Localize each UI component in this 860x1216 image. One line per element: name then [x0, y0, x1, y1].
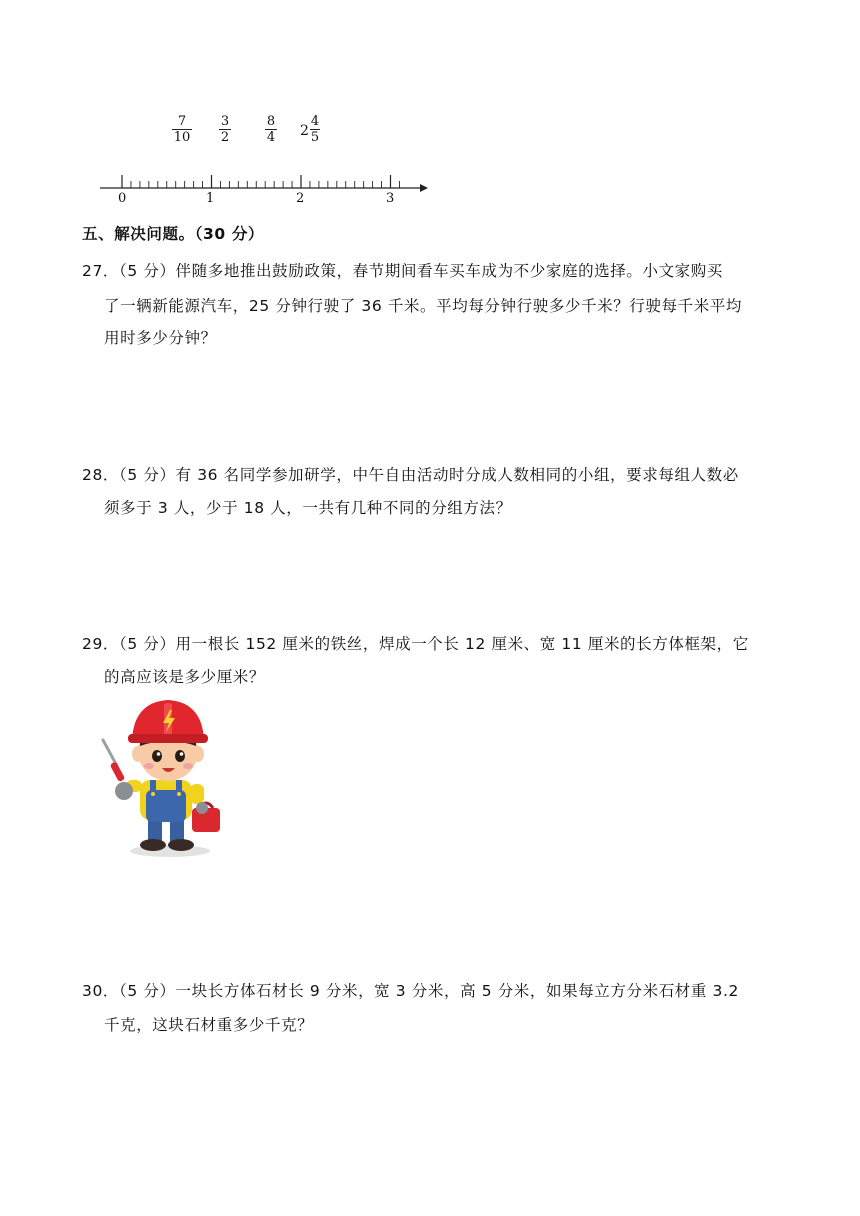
number-line-ticks — [122, 175, 399, 188]
fraction-denominator: 2 — [220, 130, 230, 145]
fraction-eight-fourths — [265, 115, 277, 144]
mixed-numerator: 4 — [310, 114, 320, 129]
fraction-denominator: 10 — [173, 130, 191, 145]
tick-label-1: 1 — [206, 191, 215, 206]
fraction-three-halves — [219, 115, 231, 144]
q29-line2: 的高应该是多少厘米？ — [104, 668, 266, 686]
q28-line1: 28．（5 分）有 36 名同学参加研学，中午自由活动时分成人数相同的小组，要求每组人数必 — [82, 466, 739, 484]
fraction-denominator: 4 — [266, 130, 276, 145]
axis-arrow — [420, 184, 428, 192]
mixed-number-two-four-fifths — [300, 115, 324, 145]
tick-label-3: 3 — [386, 191, 395, 206]
mixed-denominator: 5 — [310, 130, 320, 145]
section-title: 五、解决问题。（30 分） — [82, 225, 265, 243]
q27-line2: 了一辆新能源汽车，25 分钟行驶了 36 千米。平均每分钟行驶多少千米？行驶每千米平均 — [104, 297, 743, 315]
number-line-axis — [98, 165, 434, 210]
q30-line2: 千克，这块石材重多少千克？ — [104, 1016, 314, 1034]
mixed-whole: 2 — [300, 123, 309, 139]
q30-line1: 30．（5 分）一块长方体石材长 9 分米，宽 3 分米，高 5 分米，如果每立方分米石材重 3.2 — [82, 982, 739, 1000]
fraction-numerator: 3 — [220, 114, 230, 129]
fraction-numerator: 8 — [266, 114, 276, 129]
tick-label-2: 2 — [296, 191, 305, 206]
fraction-numerator: 7 — [177, 114, 187, 129]
fraction-seven-tenths — [172, 115, 192, 144]
q29-line1: 29．（5 分）用一根长 152 厘米的铁丝，焊成一个长 12 厘米、宽 11 厘米的长方体框架，它 — [82, 635, 749, 653]
q27-line3: 用时多少分钟？ — [104, 329, 217, 347]
number-line-figure — [98, 105, 434, 210]
q28-line2: 须多于 3 人，少于 18 人，一共有几种不同的分组方法？ — [104, 499, 512, 517]
worker-illustration — [100, 696, 225, 861]
q27-line1: 27．（5 分）伴随多地推出鼓励政策，春节期间看车买车成为不少家庭的选择。小文家购买 — [82, 262, 723, 280]
tick-label-0: 0 — [118, 191, 127, 206]
